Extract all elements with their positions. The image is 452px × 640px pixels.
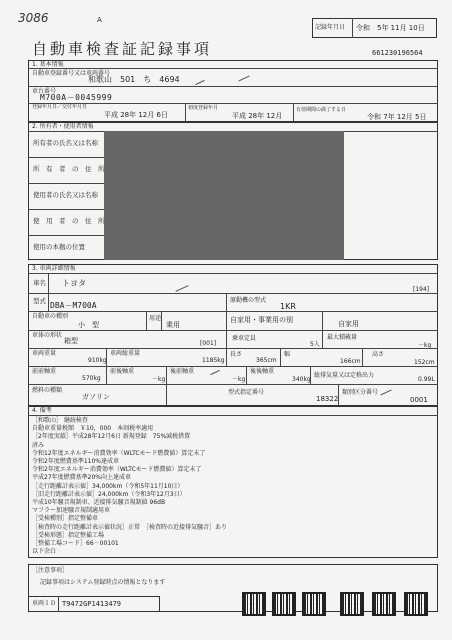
type-no-value: 18322 xyxy=(316,395,339,403)
record-date-label: 記録年月日 xyxy=(315,24,346,31)
basic-section-title: 1. 基本情報 xyxy=(32,61,64,68)
note-line: 以下余白 xyxy=(32,548,57,556)
qr-code-2 xyxy=(272,592,296,616)
qr-code-1 xyxy=(242,592,266,616)
capacity-label: 乗車定員 xyxy=(232,335,257,342)
qr-code-6 xyxy=(404,592,428,616)
first-year-label: 初度登録年月 xyxy=(188,105,219,111)
width-label: 幅 xyxy=(284,351,291,358)
note-line: 平成27年度燃費基準20%向上達成車 xyxy=(32,474,131,482)
note-line: 済み xyxy=(32,441,45,449)
note-line: ［受検形態］指定整備工場 xyxy=(32,531,105,539)
first-reg-value: 平成 28年 12月 6日 xyxy=(104,111,168,119)
doc-number: 661230196564 xyxy=(372,49,423,57)
owner-section-title: 2. 所有者・使用者情報 xyxy=(32,123,94,130)
note-line: ［旧走行距離計表示値］24,000km（令和3年12月3日） xyxy=(32,490,186,498)
notes-list xyxy=(32,417,362,556)
ff-value: 570kg xyxy=(82,375,101,382)
kind-value: 小 型 xyxy=(78,321,99,329)
qr-code-4 xyxy=(340,592,364,616)
body-label: 車体の形状 xyxy=(32,332,63,339)
disp-value: 0.99L xyxy=(418,376,435,383)
redacted-owner-info xyxy=(104,131,344,260)
note-line: マフラー加速騒音規制適用車 xyxy=(32,507,111,515)
base-location-label: 使用の本拠の位置 xyxy=(33,243,85,251)
expiry-label: 有効期間の満了する日 xyxy=(296,107,347,113)
rr-value: 340kg xyxy=(292,376,311,383)
type-no-label: 型式指定番号 xyxy=(228,389,265,396)
engine-value: 1KR xyxy=(280,302,296,311)
record-date-value: 令和 5年 11月 10日 xyxy=(356,24,425,32)
length-label: 長さ xyxy=(230,351,243,358)
reg-value: 和歌山 501 ち 4694 xyxy=(88,75,180,84)
private-value: 自家用 xyxy=(338,320,359,328)
maxload-value: －kg xyxy=(418,342,432,349)
height-value: 152cm xyxy=(414,359,435,366)
chassis-label: 車台番号 xyxy=(32,88,57,95)
fuel-label: 燃料の種類 xyxy=(32,387,63,394)
note-line: ［和歌山］ 継続検査 xyxy=(32,417,88,424)
fuel-value: ガソリン xyxy=(82,393,110,401)
rf-value: －kg xyxy=(232,376,246,383)
maxload-label: 最大積載量 xyxy=(327,334,358,341)
first-year-value: 平成 28年 12月 xyxy=(232,112,283,120)
reg-label: 自動車登録番号又は車両番号 xyxy=(32,70,111,77)
note-line: ［受検種別］指定整備車 xyxy=(32,515,99,523)
mark-a: A xyxy=(97,16,102,24)
user-address-label: 使 用 者 の 住 所 xyxy=(33,217,105,225)
car-id-value: T9472GP1413479 xyxy=(62,600,122,608)
gross-value: 1185kg xyxy=(202,357,225,364)
class-no-value: 0001 xyxy=(410,396,428,404)
note-line: 平成10年騒音規制車、近接排気騒音規制値 96dB xyxy=(32,499,166,507)
owner-address-label: 所 有 者 の 住 所 xyxy=(33,165,105,173)
fr-label: 前後軸重 xyxy=(110,368,135,375)
vehicle-section-title: 3. 車両詳細情報 xyxy=(32,265,76,272)
rr-label: 後後軸重 xyxy=(250,368,275,375)
body-code: [001] xyxy=(200,340,217,347)
model-value: DBA－M700A xyxy=(50,301,97,310)
class-no-label: 類別区分番号 xyxy=(342,389,379,396)
note-line: ［検査時の走行距離計表示値状況］正常 ［検査時の近接排気騒音］あり xyxy=(32,523,228,531)
capacity-value: 5人 xyxy=(310,341,320,348)
engine-label: 原動機の型式 xyxy=(230,297,267,304)
note-line: 自動車重量税額 ￥10，000 本則税率適用 xyxy=(32,425,154,433)
handwritten-number: 3086 xyxy=(18,11,49,25)
note-line: ［整備工場コード］66－00101 xyxy=(32,540,119,548)
body-value: 箱型 xyxy=(64,337,78,345)
rf-label: 後前軸重 xyxy=(170,368,195,375)
notes-section-title: 4. 備考 xyxy=(32,407,52,414)
note-line: ［2年度実績］平成28年12月6日 新規登録 75%減税措置 xyxy=(32,433,191,441)
kind-label: 自動車の種別 xyxy=(32,313,69,320)
qr-code-5 xyxy=(372,592,396,616)
length-value: 365cm xyxy=(256,357,277,364)
weight-value: 910kg xyxy=(88,357,107,364)
disp-label: 総排気量又は定格出力 xyxy=(314,372,375,379)
gross-label: 車両総重量 xyxy=(110,350,141,357)
note-line: ［走行距離計表示値］34,000km（令和5年11月10日） xyxy=(32,482,184,490)
height-label: 高さ xyxy=(372,351,385,358)
first-reg-label: 登録年月日／交付年月日 xyxy=(32,104,88,110)
ff-label: 前前軸重 xyxy=(32,368,57,375)
maker-code: [194] xyxy=(413,286,430,293)
maker-value: トヨタ xyxy=(62,279,86,288)
note-line: 令和12年度エネルギー消費効率（WLTCモード燃費値）算定未了 xyxy=(32,449,206,457)
car-id-label: 車両ＩＤ xyxy=(32,600,57,607)
note-line: 令和2年度燃費基準110%達成車 xyxy=(32,458,119,466)
width-value: 166cm xyxy=(340,358,361,365)
notice-text: 記録事項はシステム登録時点の情報となります xyxy=(40,579,166,586)
use-label: 用途 xyxy=(149,315,162,322)
maker-label: 車名 xyxy=(33,279,46,287)
weight-label: 車両重量 xyxy=(32,350,57,357)
use-value: 乗用 xyxy=(166,321,180,329)
qr-code-3 xyxy=(302,592,326,616)
notice-title: ［注意事項］ xyxy=(32,567,69,574)
chassis-value: M700A－0045999 xyxy=(40,93,113,102)
note-line: 令和2年度エネルギー消費効率（WLTCモード燃費値）算定未了 xyxy=(32,466,202,474)
page-title: 自動車検査証記録事項 xyxy=(32,40,213,58)
private-label: 自家用・事業用の別 xyxy=(230,316,293,324)
expiry-value: 令和 7年 12月 5日 xyxy=(367,113,427,121)
owner-name-label: 所有者の氏名又は名称 xyxy=(33,139,98,147)
model-label: 型式 xyxy=(33,297,46,305)
user-name-label: 使用者の氏名又は名称 xyxy=(33,191,98,199)
fr-value: －kg xyxy=(152,376,166,383)
